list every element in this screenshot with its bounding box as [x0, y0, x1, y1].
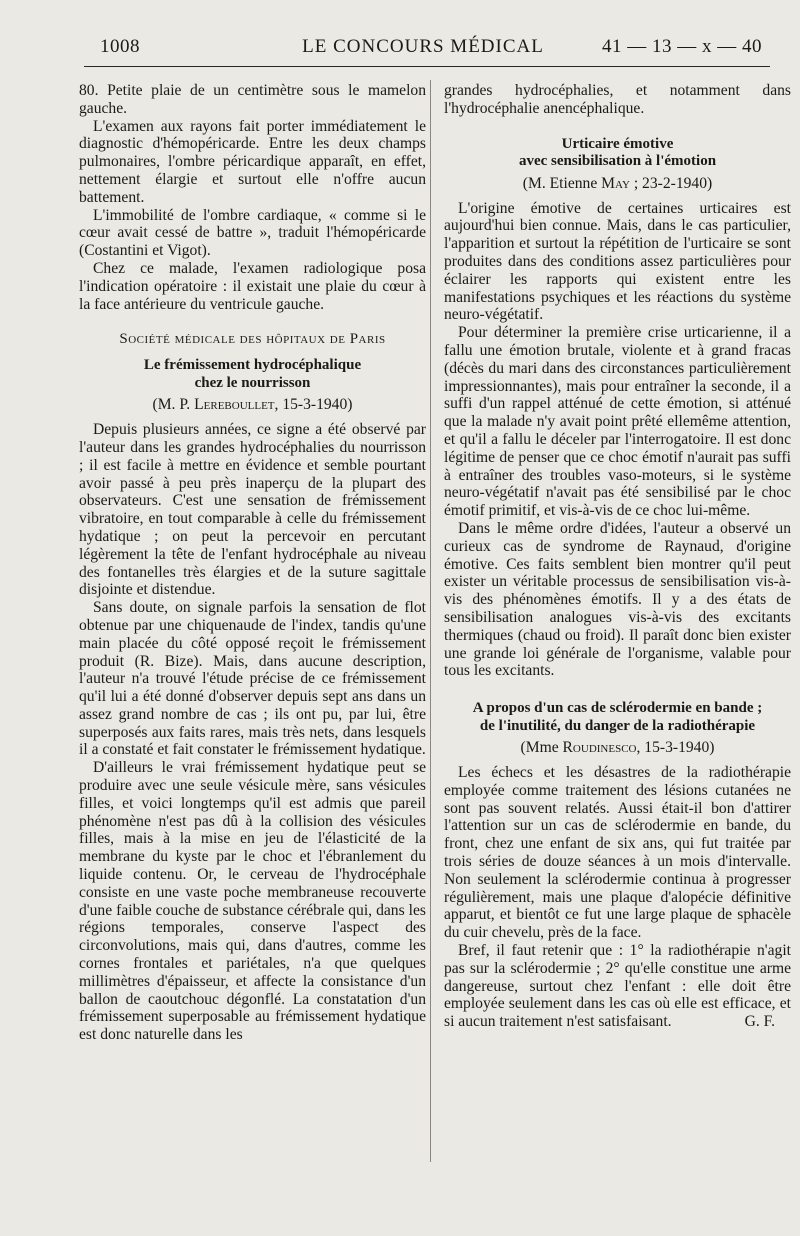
intro-paragraph: Chez ce malade, l'examen radiologique posa l'indication opératoire : il existait une plaie du cœur à la face antérieure du ventricule gauche.	[79, 259, 426, 313]
right-column	[444, 82, 791, 1031]
continuation-paragraph: grandes hydrocéphalies, et notamment dans l'hydrocéphalie anencéphalique.	[444, 82, 791, 117]
article-paragraph: Sans doute, on signale parfois la sensation de flot obtenue par une chiquenaude de l'index, tandis qu'une main placée du côté opposé reçoit le frémissement produit (R. Bize). Mais, dans aucune description, l'auteur n'a trouvé l'étude précise de ce frémissement qu'il lui a été donné d'observer depuis sept ans dans un assez grand nombre de cas ; ils ont pu, par lui, être superposés aux faits rares, mais très nets, dans lesquels il a constaté et fait constater le frémissement hydatique.	[79, 599, 426, 759]
article-paragraph: D'ailleurs le vrai frémissement hydatique peut se produire avec une seule vésicule mère, sans vésicules filles, et voici longtemps qu'il est admis que pareil phénomène n'est pas dû à la collision des vésicules filles, mais à la mise en jeu de l'élasticité de la membrane du kyste par le choc et l'ébranlement du liquide contenu. Or, le cerveau de l'hydrocéphale consiste en une vaste poche membraneuse recouverte d'une faible couche de substance cérébrale qui, dans les régions temporales, conserve l'aspect des circonvolutions, mais qui, dans d'autres, comme les cornes frontales et pariétales, n'a que quelques millimètres d'épaisseur, et affecte la consistance d'un ballon de caoutchouc dégonflé. La constatation d'un frémissement superposable au frémissement hydatique est donc naturelle dans les	[79, 759, 426, 1044]
issue-number: 41 — 13 — x — 40	[602, 36, 762, 57]
article-title-line: A propos d'un cas de sclérodermie en bande ;	[472, 700, 763, 717]
article-title-line: Le frémissement hydrocéphalique	[143, 357, 362, 374]
article-title-line: chez le nourrisson	[194, 374, 311, 391]
author-prefix: (Mme	[520, 739, 563, 757]
article-paragraph	[444, 942, 791, 1031]
article-title	[444, 700, 791, 735]
article-paragraph: L'origine émotive de certaines urticaires est aujourd'hui bien connue. Mais, dans le cas particulier, l'apparition et surtout la répétition de l'urticaire se sont produites dans des conditions assez particulières pour éclairer les rapports qui existent entre les manifestations psychiques et les réactions du système neuro-végétatif.	[444, 199, 791, 324]
intro-paragraph: 80. Petite plaie de un centimètre sous le mamelon gauche.	[79, 82, 426, 117]
article-paragraph: Depuis plusieurs années, ce signe a été observé par l'auteur dans les grandes hydrocéphalies du nourrisson ; il est facile à mettre en évidence et semble pourtant avoir passé à peu près inaperçu de la plupart des observateurs. C'est une sensation de frémissement vibratoire, en tout comparable à celle du frémissement hydatique ; on peut la percevoir en percutant légèrement la tête de l'enfant hydrocéphale au niveau des fontanelles très élargies et de la suture sagittale disjointe et distendue.	[79, 421, 426, 599]
author-name: Roudinesco	[562, 739, 637, 757]
article-paragraph-text: Bref, il faut retenir que : 1° la radiothérapie n'agit pas sur la sclérodermie ; 2° qu'elle constitue une arme dangereuse, surtout chez l'enfant : elle doit être employée seulement dans les cas où elle est efficace, et si aucun traitement n'est satisfaisant.	[444, 942, 791, 1031]
article-title-line: Urticaire émotive	[561, 135, 674, 152]
article-author	[444, 175, 791, 193]
article-paragraph: Les échecs et les désastres de la radiothérapie employée comme traitement des lésions cutanées ne sont pas souvent relatés. Aussi était-il bon d'attirer l'attention sur un cas de sclérodermie en bande, du front, chez une enfant de six ans, qui fut traitée par trois séries de douze séances à un mois d'intervalle. Non seulement la sclérodermie continua à progresser régulièrement, mais une plaque d'alopécie définitive apparut, et bientôt ce fut une large plaque de sphacèle du cuir chevelu, près de la face.	[444, 764, 791, 942]
author-date: , 15-3-1940)	[636, 739, 715, 757]
society-heading: Société médicale des hôpitaux de Paris	[119, 331, 386, 348]
intro-paragraph: L'examen aux rayons fait porter immédiatement le diagnostic d'hémopéricarde. Entre les deux champs pulmonaires, l'ombre péricardique apparaît, en effet, nettement élargie et surtout elle n'offre aucun battement.	[79, 117, 426, 206]
intro-paragraph: L'immobilité de l'ombre cardiaque, « comme si le cœur avait cessé de battre », traduit l'hémopéricarde (Costantini et Vigot).	[79, 206, 426, 260]
article-paragraph: Dans le même ordre d'idées, l'auteur a observé un curieux cas de syndrome de Raynaud, d'origine émotive. Ces faits semblent bien montrer qu'il peut exister un véritable processus de sensibilisation vis-à-vis des phénomènes émotifs. Il y a des états de sensibilisation analogues vis-à-vis des excitants thermiques (chaud ou froid). Il paraît donc bien exister une grande loi générale de l'organisme, valable pour tous les excitants.	[444, 519, 791, 680]
author-date: ; 23-2-1940)	[629, 174, 713, 192]
journal-title: LE CONCOURS MÉDICAL	[302, 36, 544, 57]
article-title	[79, 357, 426, 392]
page-number: 1008	[100, 36, 140, 57]
article-paragraph: Pour déterminer la première crise urticarienne, il a fallu une émotion brutale, violente et à grand fracas (décès du mari dans des circonstances particulièrement impressionnantes), mais pour entraîner la seconde, il a suffi d'un rappel atténué de cette émotion, si atténué que la malade n'y avait point prêté ellemême attention, et qu'il a fallu le déceler par l'interrogatoire. Il est donc légitime de penser que ce choc émotif n'aurait pas suffi à entraîner des troubles vaso-moteurs, si le système neuro-végétatif n'avait pas été sensibilisé par le choc émotif primitif, et vis-à-vis de ce choc lui-même.	[444, 324, 791, 520]
article-author	[79, 396, 426, 414]
article-title-line: de l'inutilité, du danger de la radiothérapie	[479, 717, 756, 734]
article-author	[444, 739, 791, 757]
page-header	[84, 36, 762, 66]
article-signature: G. F.	[744, 1013, 775, 1031]
author-date: , 15-3-1940)	[274, 396, 353, 414]
author-prefix: (M. P.	[152, 396, 195, 414]
author-name: Lereboullet	[194, 396, 275, 414]
column-divider	[430, 80, 431, 1162]
author-prefix: (M. Etienne	[522, 174, 602, 192]
article-title-line: avec sensibilisation à l'émotion	[518, 153, 717, 170]
author-name: May	[601, 174, 630, 192]
article-title	[444, 136, 791, 171]
left-column	[79, 82, 426, 1044]
header-rule	[84, 66, 770, 67]
